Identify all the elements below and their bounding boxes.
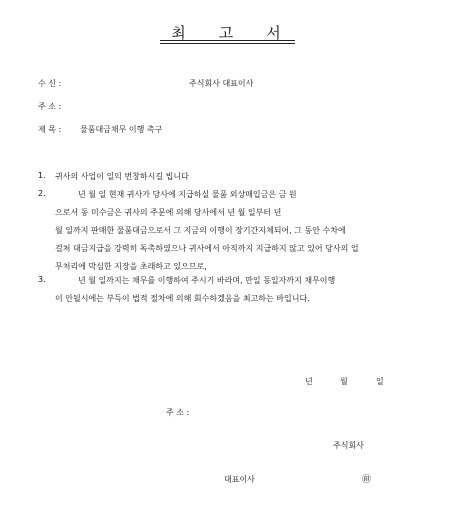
- footer-company: 주식회사: [333, 441, 364, 450]
- address-label: 주 소 :: [38, 102, 62, 111]
- item-line: 년 월 일 현재 귀사가 당사에 지급하실 물품 외상매입금은 금 원: [78, 190, 297, 199]
- title-underline: [160, 40, 295, 41]
- item-line: 으로서 동 미수금은 귀사의 주문에 의해 당사에서 년 월 일부터 년: [55, 208, 282, 217]
- footer-date-month: 월: [340, 377, 348, 386]
- item-number: 3.: [38, 275, 46, 284]
- item-line: 무처리에 막심한 지장을 초래하고 있으므로,: [55, 262, 207, 271]
- footer-date-day: 일: [376, 377, 384, 386]
- item-number: 1.: [38, 171, 46, 180]
- recipient-label: 수 신 :: [38, 79, 62, 88]
- subject-label: 제 목 :: [38, 125, 62, 134]
- item-line: 걸쳐 대금지급을 강력히 독촉하였으나 귀사에서 아직까지 지급하지 않고 있어 당사의 업: [55, 244, 359, 253]
- subject-value: 물품대금채무 이행 촉구: [80, 125, 163, 134]
- item-line: 년 월 일까지는 채무를 이행하여 주시기 바라며, 만일 동일자까지 채무이행: [78, 276, 336, 285]
- item-line: 이 안될시에는 부득이 법적 절차에 의해 회수하겠음을 최고하는 바입니다.: [55, 294, 310, 303]
- recipient-value: 주식회사 대표이사: [189, 79, 254, 88]
- title-underline-double: [160, 43, 295, 44]
- item-number: 2.: [38, 189, 46, 198]
- title-char: 서: [266, 24, 282, 42]
- item-line: 귀사의 사업이 일익 번창하시길 빕니다: [55, 172, 189, 181]
- footer-date-year: 년: [305, 377, 313, 386]
- seal-icon: ㊞: [362, 475, 372, 485]
- footer-ceo: 대표이사: [224, 475, 255, 484]
- title-char: 고: [218, 24, 235, 42]
- item-line: 월 일까지 판매한 물품대금으로서 그 지금의 이행이 장기간지체되어, 그 동안 수차에: [55, 226, 346, 235]
- title-char: 최: [171, 24, 187, 42]
- footer-address-label: 주 소 :: [166, 408, 190, 417]
